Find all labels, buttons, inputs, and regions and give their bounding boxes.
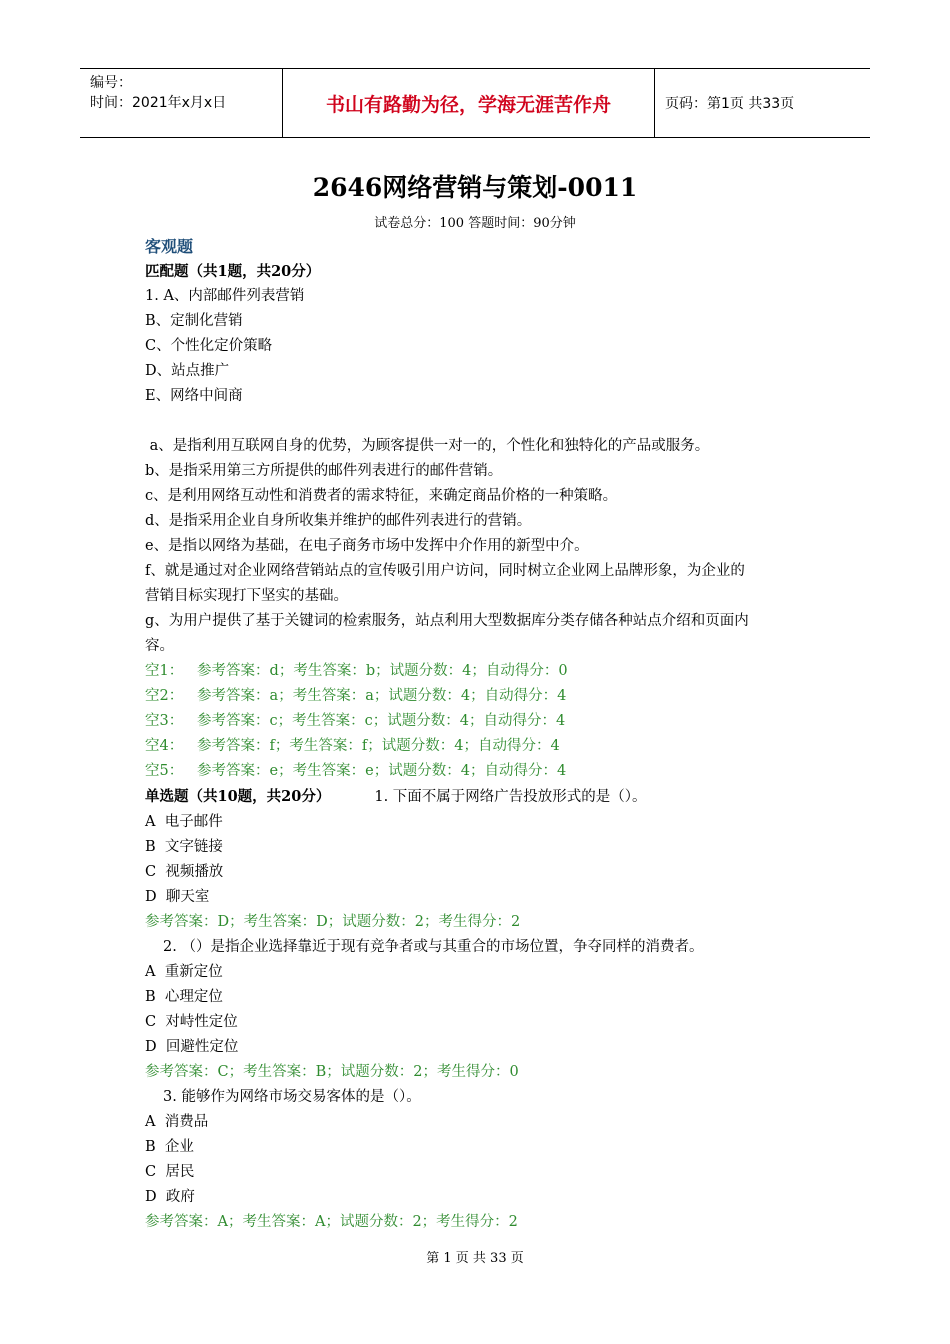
matching-definition: e、是指以网络为基础，在电子商务市场中发挥中介作用的新型中介。 [145,538,589,554]
matching-definition: c、是利用网络互动性和消费者的需求特征，来确定商品价格的一种策略。 [145,488,618,504]
single-choice-heading: 单选题（共10题，共20分） [145,788,331,805]
question-option: A 消费品 [145,1114,209,1130]
exam-title: 2646网络营销与策划-0011 [312,173,638,202]
question-stem: 3. 能够作为网络市场交易客体的是（）。 [163,1089,421,1105]
question-answer: 参考答案：A；考生答案：A；试题分数：2；考生得分：2 [145,1214,518,1230]
question-option: B 文字链接 [145,839,223,855]
question-option: A 电子邮件 [145,814,223,830]
single-choice-heading-row [145,784,825,810]
matching-option: 1. A、内部邮件列表营销 [145,288,305,304]
matching-option: B、定制化营销 [145,313,243,329]
matching-option: E、网络中间商 [145,388,243,404]
matching-definition: f、就是通过对企业网络营销站点的宣传吸引用户访问，同时树立企业网上品牌形象，为企业的 [145,563,745,579]
question-answer: 参考答案：D；考生答案：D；试题分数：2；考生得分：2 [145,914,521,930]
section-title: 客观题 [145,237,194,256]
question-stem: 1. 下面不属于网络广告投放形式的是（）。 [374,789,647,805]
question-option: C 居民 [145,1164,195,1180]
matching-definition: a、是指利用互联网自身的优势，为顾客提供一对一的，个性化和独特化的产品或服务。 [145,438,710,454]
page-info: 页码：第1页 共33页 [665,96,795,112]
question-option: C 对峙性定位 [145,1014,238,1030]
question-stem: 2. （）是指企业选择靠近于现有竞争者或与其重合的市场位置，争夺同样的消费者。 [163,939,704,955]
matching-answer: 空2： 参考答案：a；考生答案：a；试题分数：4；自动得分：4 [145,688,567,704]
document-header [80,68,870,138]
matching-answer: 空5： 参考答案：e；考生答案：e；试题分数：4；自动得分：4 [145,763,567,779]
page-footer: 第 1 页 共 33 页 [426,1251,524,1266]
time-label: 时间：2021年x月x日 [90,95,227,111]
question-option: B 企业 [145,1139,194,1155]
matching-answer: 空1： 参考答案：d；考生答案：b；试题分数：4；自动得分：0 [145,663,568,679]
spacer [145,409,825,434]
motto: 书山有路勤为径，学海无涯苦作舟 [282,69,655,137]
matching-option: C、个性化定价策略 [145,338,273,354]
matching-definition: 容。 [145,638,174,654]
matching-definition: g、为用户提供了基于关键词的检索服务，站点利用大型数据库分类存储各种站点介绍和页面内 [145,613,749,629]
matching-answer: 空4： 参考答案：f；考生答案：f；试题分数：4；自动得分：4 [145,738,560,754]
number-label: 编号： [90,75,132,91]
question-option: D 回避性定位 [145,1039,239,1055]
matching-definition: d、是指采用企业自身所收集并维护的邮件列表进行的营销。 [145,513,532,529]
question-answer: 参考答案：C；考生答案：B；试题分数：2；考生得分：0 [145,1064,519,1080]
matching-definition: b、是指采用第三方所提供的邮件列表进行的邮件营销。 [145,463,503,479]
question-option: B 心理定位 [145,989,223,1005]
exam-content [145,235,825,1235]
exam-subtitle: 试卷总分：100 答题时间：90分钟 [374,216,576,231]
question-option: A 重新定位 [145,964,223,980]
matching-heading: 匹配题（共1题，共20分） [145,263,321,280]
matching-answer: 空3： 参考答案：c；考生答案：c；试题分数：4；自动得分：4 [145,713,566,729]
matching-option: D、站点推广 [145,363,230,379]
header-left-cell [80,69,282,137]
question-option: D 聊天室 [145,889,210,905]
matching-definition: 营销目标实现打下坚实的基础。 [145,588,348,604]
question-option: D 政府 [145,1189,195,1205]
question-option: C 视频播放 [145,864,224,880]
